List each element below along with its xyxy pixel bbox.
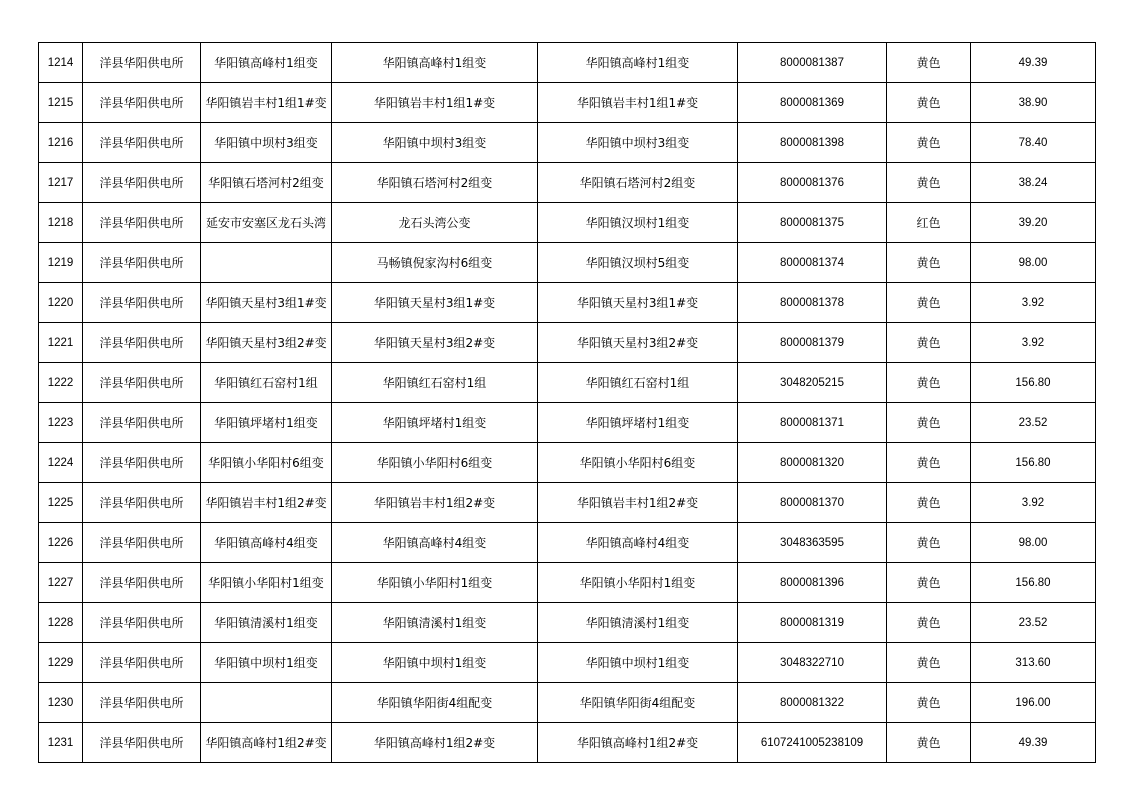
cell-amount: 23.52 <box>971 403 1096 443</box>
cell-supply-station: 洋县华阳供电所 <box>83 563 201 603</box>
cell-transformer-name: 华阳镇天星村3组2#变 <box>332 323 538 363</box>
table-row <box>39 363 1096 403</box>
cell-village-transformer: 华阳镇岩丰村1组1#变 <box>538 83 738 123</box>
cell-warning-level: 黄色 <box>887 603 971 643</box>
cell-supply-station: 洋县华阳供电所 <box>83 243 201 283</box>
cell-supply-station: 洋县华阳供电所 <box>83 643 201 683</box>
cell-row-number: 1220 <box>39 283 83 323</box>
table-row <box>39 643 1096 683</box>
cell-amount: 39.20 <box>971 203 1096 243</box>
cell-location: 华阳镇天星村3组1#变 <box>201 283 332 323</box>
cell-village-transformer: 华阳镇汉坝村1组变 <box>538 203 738 243</box>
cell-village-transformer: 华阳镇红石窑村1组 <box>538 363 738 403</box>
cell-supply-station: 洋县华阳供电所 <box>83 203 201 243</box>
cell-row-number: 1229 <box>39 643 83 683</box>
cell-supply-station: 洋县华阳供电所 <box>83 323 201 363</box>
cell-location: 华阳镇高峰村4组变 <box>201 523 332 563</box>
table-row <box>39 83 1096 123</box>
table-row <box>39 43 1096 83</box>
cell-row-number: 1224 <box>39 443 83 483</box>
cell-warning-level: 黄色 <box>887 323 971 363</box>
cell-location: 华阳镇红石窑村1组 <box>201 363 332 403</box>
cell-supply-station: 洋县华阳供电所 <box>83 363 201 403</box>
cell-row-number: 1223 <box>39 403 83 443</box>
cell-row-number: 1226 <box>39 523 83 563</box>
cell-warning-level: 黄色 <box>887 163 971 203</box>
cell-account-number: 8000081375 <box>738 203 887 243</box>
cell-row-number: 1225 <box>39 483 83 523</box>
cell-village-transformer: 华阳镇石塔河村2组变 <box>538 163 738 203</box>
cell-row-number: 1227 <box>39 563 83 603</box>
cell-village-transformer: 华阳镇汉坝村5组变 <box>538 243 738 283</box>
cell-row-number: 1216 <box>39 123 83 163</box>
cell-village-transformer: 华阳镇岩丰村1组2#变 <box>538 483 738 523</box>
cell-location: 华阳镇小华阳村6组变 <box>201 443 332 483</box>
cell-warning-level: 黄色 <box>887 283 971 323</box>
cell-location: 华阳镇高峰村1组2#变 <box>201 723 332 763</box>
table-row <box>39 443 1096 483</box>
cell-transformer-name: 华阳镇清溪村1组变 <box>332 603 538 643</box>
cell-location: 华阳镇中坝村3组变 <box>201 123 332 163</box>
cell-village-transformer: 华阳镇小华阳村6组变 <box>538 443 738 483</box>
cell-account-number: 6107241005238109 <box>738 723 887 763</box>
cell-warning-level: 黄色 <box>887 683 971 723</box>
cell-warning-level: 黄色 <box>887 403 971 443</box>
cell-row-number: 1222 <box>39 363 83 403</box>
cell-transformer-name: 华阳镇小华阳村6组变 <box>332 443 538 483</box>
cell-row-number: 1228 <box>39 603 83 643</box>
cell-amount: 98.00 <box>971 523 1096 563</box>
cell-village-transformer: 华阳镇华阳街4组配变 <box>538 683 738 723</box>
cell-account-number: 8000081379 <box>738 323 887 363</box>
cell-location: 华阳镇石塔河村2组变 <box>201 163 332 203</box>
cell-transformer-name: 龙石头湾公变 <box>332 203 538 243</box>
cell-transformer-name: 华阳镇华阳街4组配变 <box>332 683 538 723</box>
cell-row-number: 1221 <box>39 323 83 363</box>
cell-location: 华阳镇中坝村1组变 <box>201 643 332 683</box>
cell-location <box>201 243 332 283</box>
cell-transformer-name: 华阳镇高峰村1组2#变 <box>332 723 538 763</box>
cell-village-transformer: 华阳镇天星村3组1#变 <box>538 283 738 323</box>
cell-account-number: 8000081319 <box>738 603 887 643</box>
cell-village-transformer: 华阳镇高峰村1组2#变 <box>538 723 738 763</box>
cell-row-number: 1230 <box>39 683 83 723</box>
table-row <box>39 523 1096 563</box>
cell-supply-station: 洋县华阳供电所 <box>83 123 201 163</box>
cell-supply-station: 洋县华阳供电所 <box>83 43 201 83</box>
cell-village-transformer: 华阳镇小华阳村1组变 <box>538 563 738 603</box>
cell-village-transformer: 华阳镇坪堵村1组变 <box>538 403 738 443</box>
cell-warning-level: 黄色 <box>887 243 971 283</box>
cell-account-number: 8000081371 <box>738 403 887 443</box>
cell-location: 华阳镇高峰村1组变 <box>201 43 332 83</box>
cell-row-number: 1215 <box>39 83 83 123</box>
cell-warning-level: 黄色 <box>887 123 971 163</box>
cell-village-transformer: 华阳镇清溪村1组变 <box>538 603 738 643</box>
table-row <box>39 483 1096 523</box>
cell-amount: 98.00 <box>971 243 1096 283</box>
cell-amount: 38.90 <box>971 83 1096 123</box>
table-row <box>39 163 1096 203</box>
cell-location: 延安市安塞区龙石头湾 <box>201 203 332 243</box>
cell-account-number: 8000081396 <box>738 563 887 603</box>
cell-warning-level: 黄色 <box>887 43 971 83</box>
table-body <box>39 43 1096 763</box>
cell-account-number: 8000081374 <box>738 243 887 283</box>
cell-transformer-name: 华阳镇岩丰村1组1#变 <box>332 83 538 123</box>
cell-row-number: 1231 <box>39 723 83 763</box>
cell-supply-station: 洋县华阳供电所 <box>83 83 201 123</box>
cell-supply-station: 洋县华阳供电所 <box>83 163 201 203</box>
cell-row-number: 1219 <box>39 243 83 283</box>
cell-account-number: 8000081378 <box>738 283 887 323</box>
cell-amount: 196.00 <box>971 683 1096 723</box>
cell-transformer-name: 华阳镇石塔河村2组变 <box>332 163 538 203</box>
table-row <box>39 723 1096 763</box>
cell-transformer-name: 马畅镇倪家沟村6组变 <box>332 243 538 283</box>
cell-transformer-name: 华阳镇红石窑村1组 <box>332 363 538 403</box>
cell-location <box>201 683 332 723</box>
cell-location: 华阳镇天星村3组2#变 <box>201 323 332 363</box>
cell-amount: 156.80 <box>971 443 1096 483</box>
cell-supply-station: 洋县华阳供电所 <box>83 403 201 443</box>
cell-account-number: 8000081369 <box>738 83 887 123</box>
cell-warning-level: 黄色 <box>887 643 971 683</box>
cell-transformer-name: 华阳镇中坝村1组变 <box>332 643 538 683</box>
cell-amount: 313.60 <box>971 643 1096 683</box>
cell-supply-station: 洋县华阳供电所 <box>83 523 201 563</box>
cell-location: 华阳镇坪堵村1组变 <box>201 403 332 443</box>
table-row <box>39 203 1096 243</box>
cell-amount: 156.80 <box>971 363 1096 403</box>
cell-transformer-name: 华阳镇高峰村1组变 <box>332 43 538 83</box>
cell-account-number: 8000081322 <box>738 683 887 723</box>
cell-account-number: 3048322710 <box>738 643 887 683</box>
table-row <box>39 403 1096 443</box>
cell-supply-station: 洋县华阳供电所 <box>83 483 201 523</box>
cell-transformer-name: 华阳镇高峰村4组变 <box>332 523 538 563</box>
cell-amount: 38.24 <box>971 163 1096 203</box>
cell-supply-station: 洋县华阳供电所 <box>83 723 201 763</box>
table-row <box>39 563 1096 603</box>
table-row <box>39 683 1096 723</box>
cell-transformer-name: 华阳镇小华阳村1组变 <box>332 563 538 603</box>
cell-row-number: 1218 <box>39 203 83 243</box>
data-table <box>38 42 1096 763</box>
table-row <box>39 283 1096 323</box>
cell-transformer-name: 华阳镇坪堵村1组变 <box>332 403 538 443</box>
cell-supply-station: 洋县华阳供电所 <box>83 603 201 643</box>
cell-location: 华阳镇岩丰村1组2#变 <box>201 483 332 523</box>
cell-account-number: 8000081320 <box>738 443 887 483</box>
cell-account-number: 8000081387 <box>738 43 887 83</box>
table-row <box>39 603 1096 643</box>
cell-warning-level: 黄色 <box>887 443 971 483</box>
cell-warning-level: 黄色 <box>887 483 971 523</box>
cell-transformer-name: 华阳镇天星村3组1#变 <box>332 283 538 323</box>
cell-village-transformer: 华阳镇中坝村3组变 <box>538 123 738 163</box>
cell-transformer-name: 华阳镇中坝村3组变 <box>332 123 538 163</box>
cell-village-transformer: 华阳镇中坝村1组变 <box>538 643 738 683</box>
cell-warning-level: 黄色 <box>887 363 971 403</box>
table-row <box>39 243 1096 283</box>
cell-transformer-name: 华阳镇岩丰村1组2#变 <box>332 483 538 523</box>
cell-account-number: 3048205215 <box>738 363 887 403</box>
cell-amount: 3.92 <box>971 483 1096 523</box>
cell-amount: 78.40 <box>971 123 1096 163</box>
cell-row-number: 1214 <box>39 43 83 83</box>
cell-warning-level: 红色 <box>887 203 971 243</box>
cell-location: 华阳镇岩丰村1组1#变 <box>201 83 332 123</box>
cell-village-transformer: 华阳镇高峰村1组变 <box>538 43 738 83</box>
cell-warning-level: 黄色 <box>887 83 971 123</box>
cell-warning-level: 黄色 <box>887 563 971 603</box>
cell-supply-station: 洋县华阳供电所 <box>83 683 201 723</box>
table-row <box>39 123 1096 163</box>
cell-amount: 156.80 <box>971 563 1096 603</box>
cell-account-number: 3048363595 <box>738 523 887 563</box>
cell-amount: 49.39 <box>971 43 1096 83</box>
table-row <box>39 323 1096 363</box>
cell-warning-level: 黄色 <box>887 723 971 763</box>
cell-warning-level: 黄色 <box>887 523 971 563</box>
cell-amount: 49.39 <box>971 723 1096 763</box>
cell-location: 华阳镇清溪村1组变 <box>201 603 332 643</box>
cell-account-number: 8000081398 <box>738 123 887 163</box>
cell-supply-station: 洋县华阳供电所 <box>83 443 201 483</box>
cell-supply-station: 洋县华阳供电所 <box>83 283 201 323</box>
cell-village-transformer: 华阳镇天星村3组2#变 <box>538 323 738 363</box>
cell-amount: 3.92 <box>971 323 1096 363</box>
cell-account-number: 8000081376 <box>738 163 887 203</box>
cell-amount: 3.92 <box>971 283 1096 323</box>
cell-location: 华阳镇小华阳村1组变 <box>201 563 332 603</box>
cell-amount: 23.52 <box>971 603 1096 643</box>
cell-account-number: 8000081370 <box>738 483 887 523</box>
cell-village-transformer: 华阳镇高峰村4组变 <box>538 523 738 563</box>
cell-row-number: 1217 <box>39 163 83 203</box>
